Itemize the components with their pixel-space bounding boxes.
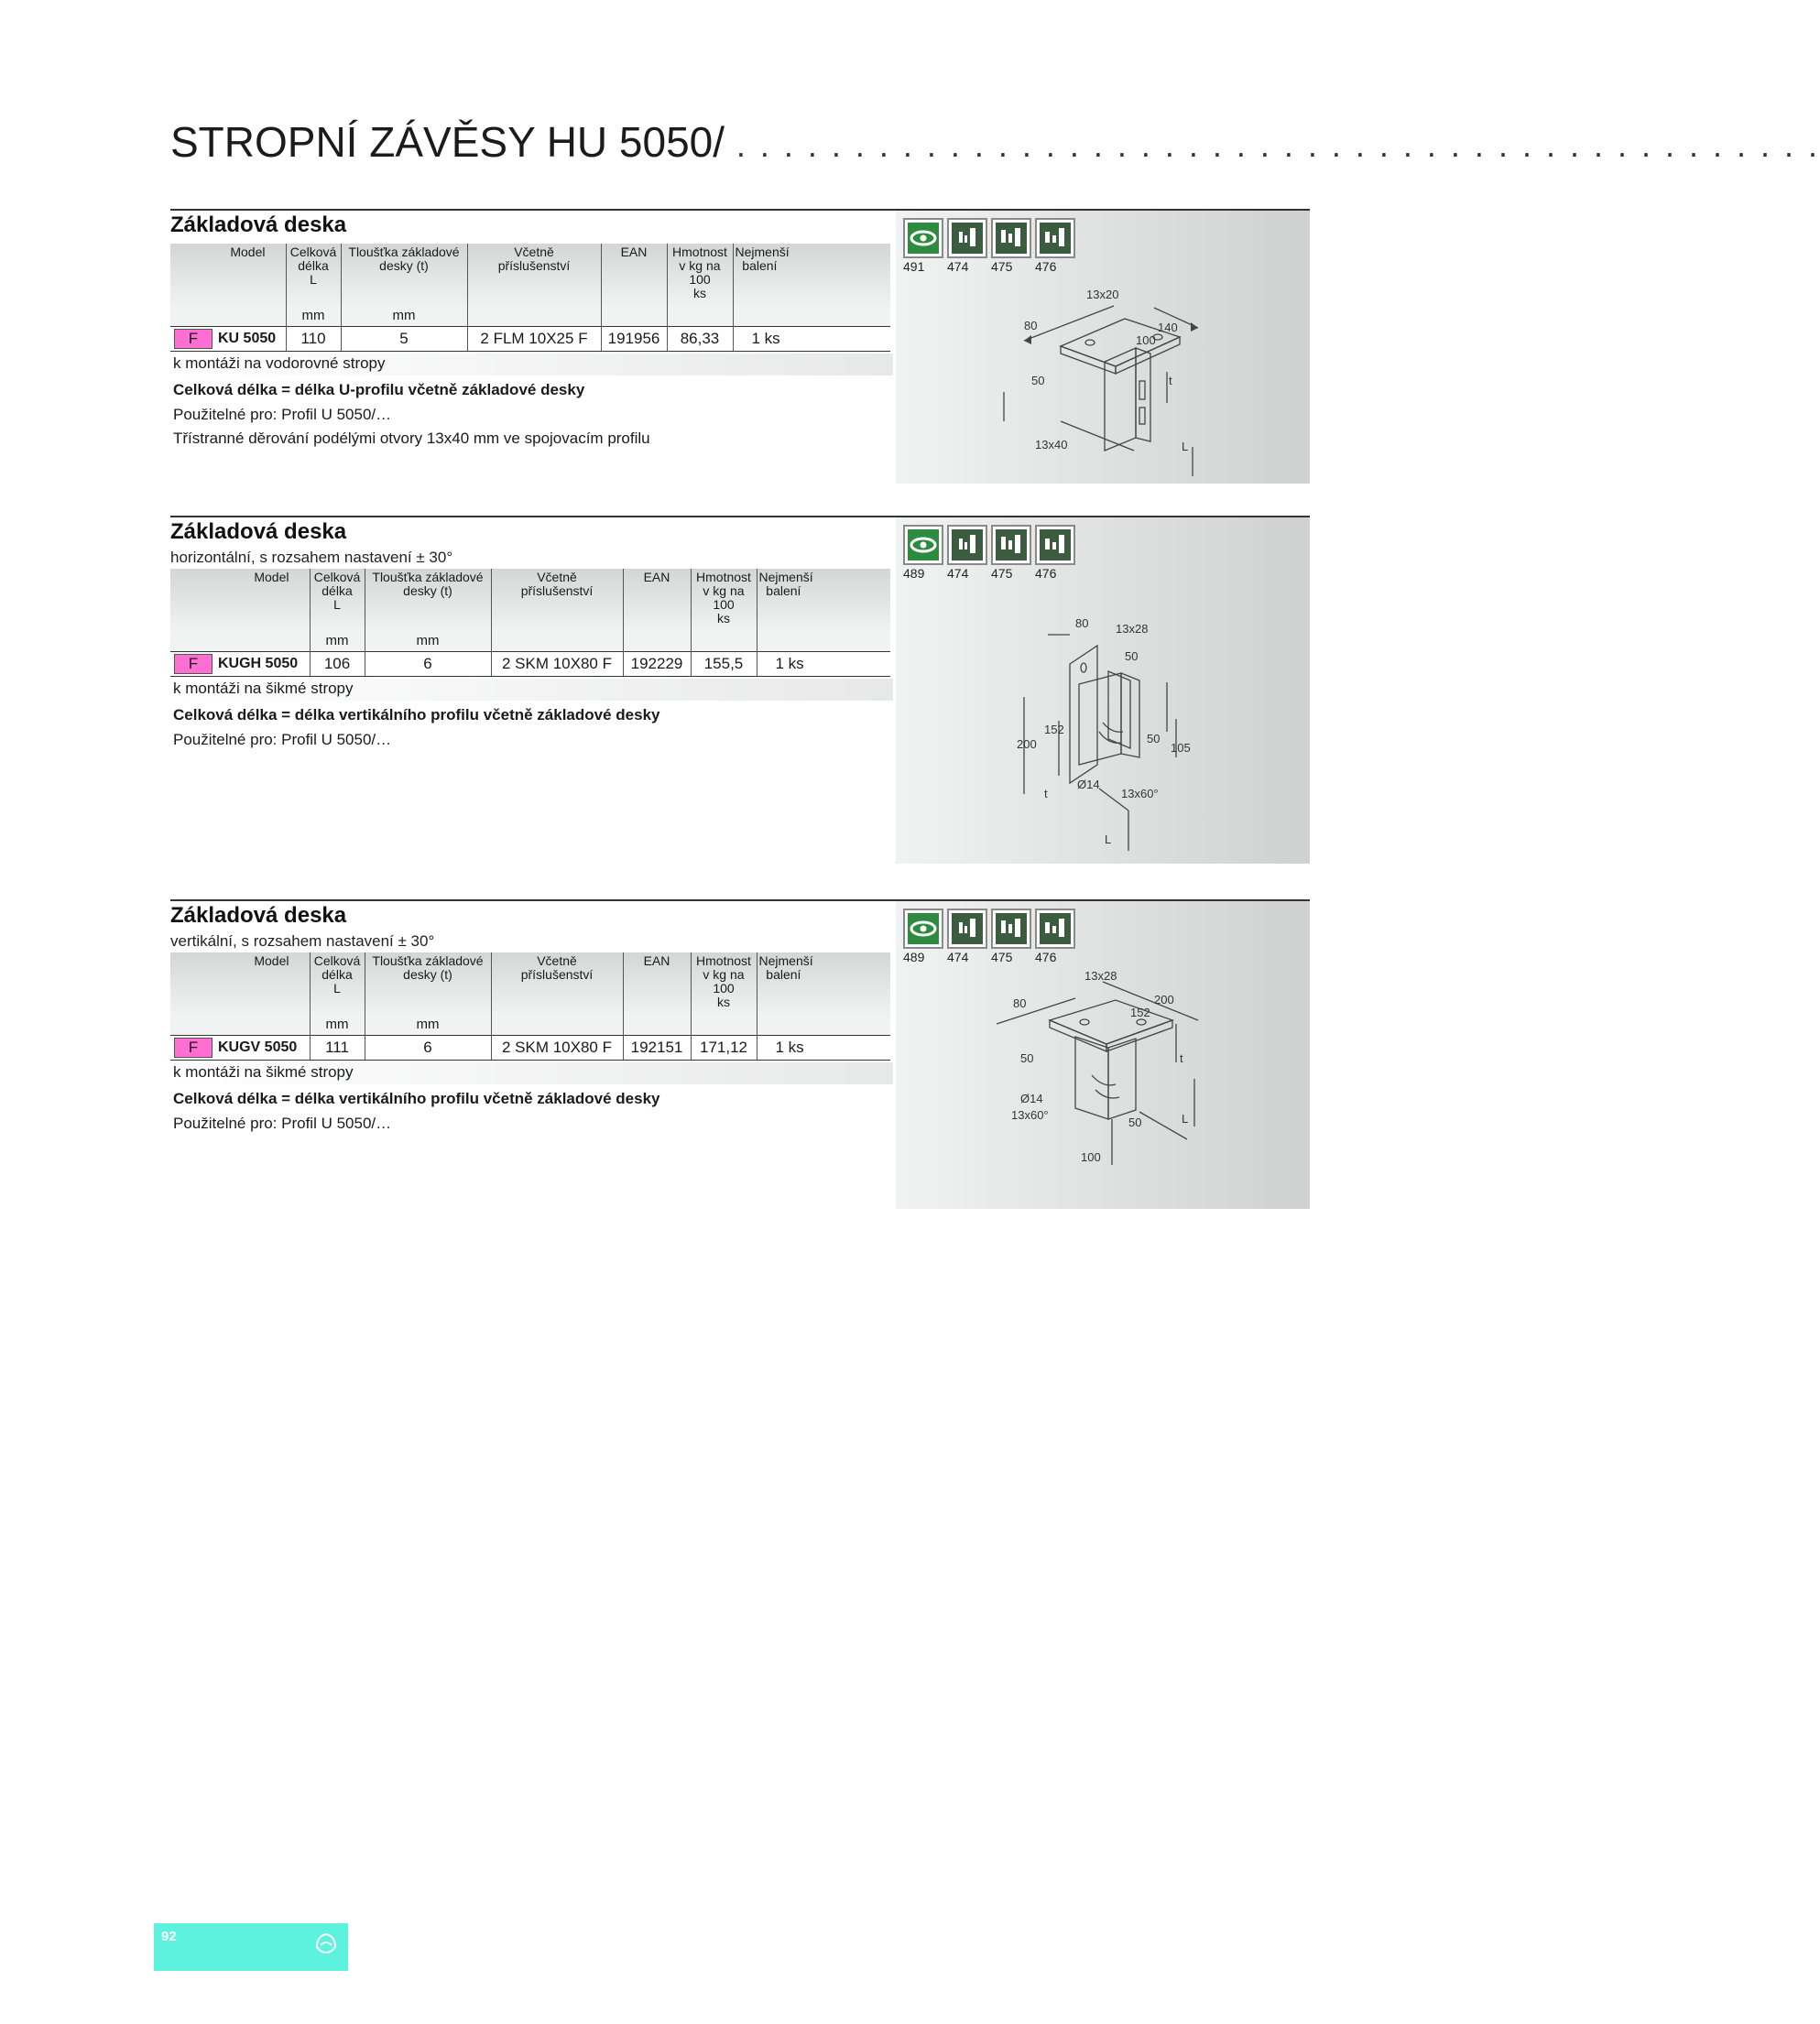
section-heading: Základová deska — [170, 212, 347, 237]
dim-label: 50 — [1031, 374, 1045, 387]
icon-number: 474 — [947, 566, 969, 581]
dim-label: 50 — [1128, 1115, 1142, 1129]
ean-cell: 191956 — [601, 327, 667, 352]
unit-label: mm — [365, 1017, 491, 1036]
note-mounting: k montáži na vodorovné stropy — [170, 354, 893, 375]
dim-label: Ø14 — [1077, 778, 1100, 791]
ean-cell: 192229 — [623, 652, 691, 677]
technical-drawing-kugh — [896, 517, 1310, 864]
dim-label: 80 — [1075, 616, 1089, 630]
diagram-panel — [896, 211, 1310, 484]
weight-cell: 86,33 — [667, 327, 733, 352]
col-pack: Nejmenší balení — [733, 244, 890, 308]
icon-number: 476 — [1035, 259, 1057, 274]
icon-number: 475 — [991, 950, 1013, 964]
icon-number: 476 — [1035, 950, 1057, 964]
page-number: 92 — [161, 1929, 177, 1944]
dim-label: 13x28 — [1116, 622, 1149, 636]
col-pack: Nejmenší balení — [757, 569, 890, 633]
note-usable: Použitelné pro: Profil U 5050/… — [173, 406, 392, 423]
icon-number: 489 — [903, 566, 925, 581]
col-length: Celková délka L — [310, 569, 365, 633]
section-heading: Základová deska — [170, 903, 347, 928]
note-length: Celková délka = délka U-profilu včetně základové desky — [173, 381, 585, 398]
spec-table — [170, 952, 890, 1061]
section-ku-5050 — [170, 209, 1310, 484]
thickness-cell: 6 — [365, 1036, 491, 1061]
dim-label: 100 — [1136, 333, 1156, 347]
finish-badge: F — [174, 329, 213, 349]
spec-table — [170, 569, 890, 677]
icon-number: 489 — [903, 950, 925, 964]
col-length: Celková délka L — [310, 952, 365, 1017]
section-kugh-5050 — [170, 516, 1310, 864]
col-model: Model — [170, 952, 310, 1017]
note-mounting: k montáži na šikmé stropy — [170, 679, 893, 701]
accessories-cell: 2 FLM 10X25 F — [467, 327, 601, 352]
col-accessories: Včetně příslušenství — [467, 244, 601, 308]
unit-label: mm — [310, 633, 365, 652]
section-heading: Základová deska — [170, 519, 347, 544]
col-thickness: Tloušťka základové desky (t) — [341, 244, 467, 308]
col-weight: Hmotnost v kg na 100 ks — [667, 244, 733, 308]
model-name: KUGH 5050 — [218, 656, 299, 672]
dim-label: L — [1105, 832, 1112, 846]
dim-label: L — [1182, 440, 1189, 453]
table-row — [170, 652, 890, 677]
dim-label: 13x60° — [1011, 1108, 1049, 1122]
dim-label: 50 — [1147, 732, 1161, 745]
dim-label: 200 — [1154, 993, 1174, 1007]
finish-badge: F — [174, 654, 213, 674]
diagram-panel — [896, 901, 1310, 1209]
dim-label: 50 — [1125, 649, 1139, 663]
section-subheading: vertikální, s rozsahem nastavení ± 30° — [170, 932, 435, 950]
dim-label: 105 — [1171, 741, 1191, 755]
pack-cell: 1 ks — [733, 327, 890, 352]
technical-drawing-kugv — [896, 901, 1310, 1209]
note-usable: Použitelné pro: Profil U 5050/… — [173, 1115, 392, 1132]
icon-number: 475 — [991, 566, 1013, 581]
technical-drawing-ku — [896, 211, 1310, 484]
spec-table — [170, 244, 890, 352]
col-thickness: Tloušťka základové desky (t) — [365, 952, 491, 1017]
weight-cell: 155,5 — [691, 652, 757, 677]
col-thickness: Tloušťka základové desky (t) — [365, 569, 491, 633]
dim-label: 50 — [1020, 1051, 1034, 1065]
unit-label: mm — [341, 308, 467, 327]
dim-label: t — [1169, 374, 1172, 387]
icon-number: 474 — [947, 259, 969, 274]
col-pack: Nejmenší balení — [757, 952, 890, 1017]
col-model: Model — [170, 569, 310, 633]
length-cell: 110 — [286, 327, 341, 352]
dim-label: t — [1180, 1051, 1183, 1065]
col-weight: Hmotnost v kg na 100 ks — [691, 952, 757, 1017]
dim-label: 80 — [1024, 319, 1038, 332]
unit-label: mm — [310, 1017, 365, 1036]
dim-label: 200 — [1017, 737, 1037, 751]
dim-label: 13x28 — [1084, 969, 1117, 983]
icon-number: 475 — [991, 259, 1013, 274]
length-cell: 111 — [310, 1036, 365, 1061]
dim-label: 80 — [1013, 996, 1027, 1010]
dim-label: 13x40 — [1035, 438, 1068, 452]
col-model: Model — [170, 244, 286, 308]
col-ean: EAN — [623, 952, 691, 1017]
page-title-dots: . . . . . . . . . . . . . . . . . . . . . . . . . . . . . . . . . . . . . . . . . . . . . . — [736, 126, 1820, 164]
dim-label: 13x60° — [1121, 787, 1159, 800]
icon-number: 476 — [1035, 566, 1057, 581]
col-accessories: Včetně příslušenství — [491, 569, 623, 633]
dim-label: 152 — [1130, 1006, 1150, 1019]
model-name: KU 5050 — [218, 331, 277, 347]
table-row — [170, 1036, 890, 1061]
unit-label: mm — [365, 633, 491, 652]
dim-label: 140 — [1158, 321, 1178, 334]
dim-label: t — [1044, 787, 1048, 800]
dim-label: 152 — [1044, 723, 1064, 736]
unit-label: mm — [286, 308, 341, 327]
ean-cell: 192151 — [623, 1036, 691, 1061]
note-length: Celková délka = délka vertikálního profilu včetně základové desky — [173, 706, 660, 724]
pack-cell: 1 ks — [757, 652, 890, 677]
note-perforation: Třístranné děrování podélými otvory 13x40 mm ve spojovacím profilu — [173, 430, 650, 447]
note-usable: Použitelné pro: Profil U 5050/… — [173, 731, 392, 748]
accessories-cell: 2 SKM 10X80 F — [491, 652, 623, 677]
note-length: Celková délka = délka vertikálního profilu včetně základové desky — [173, 1090, 660, 1107]
pack-cell: 1 ks — [757, 1036, 890, 1061]
dim-label: L — [1182, 1112, 1189, 1126]
icon-number: 491 — [903, 259, 925, 274]
col-accessories: Včetně příslušenství — [491, 952, 623, 1017]
length-cell: 106 — [310, 652, 365, 677]
dim-label: 100 — [1081, 1150, 1101, 1164]
finish-badge: F — [174, 1038, 213, 1058]
col-weight: Hmotnost v kg na 100 ks — [691, 569, 757, 633]
col-ean: EAN — [623, 569, 691, 633]
section-subheading: horizontální, s rozsahem nastavení ± 30° — [170, 549, 453, 566]
dim-label: Ø14 — [1020, 1092, 1043, 1105]
note-mounting: k montáži na šikmé stropy — [170, 1062, 893, 1084]
thickness-cell: 5 — [341, 327, 467, 352]
page-title — [170, 117, 1820, 166]
accessories-cell: 2 SKM 10X80 F — [491, 1036, 623, 1061]
icon-number: 474 — [947, 950, 969, 964]
col-ean: EAN — [601, 244, 667, 308]
page-title-text: STROPNÍ ZÁVĚSY HU 5050/ — [170, 118, 725, 166]
diagram-panel — [896, 517, 1310, 864]
weight-cell: 171,12 — [691, 1036, 757, 1061]
model-name: KUGV 5050 — [218, 1039, 298, 1056]
thickness-cell: 6 — [365, 652, 491, 677]
section-kugv-5050 — [170, 899, 1310, 1211]
footer-logo-icon — [311, 1929, 341, 1963]
page-footer — [154, 1923, 348, 1971]
dim-label: 13x20 — [1086, 288, 1119, 301]
col-length: Celková délka L — [286, 244, 341, 308]
table-row — [170, 327, 890, 352]
